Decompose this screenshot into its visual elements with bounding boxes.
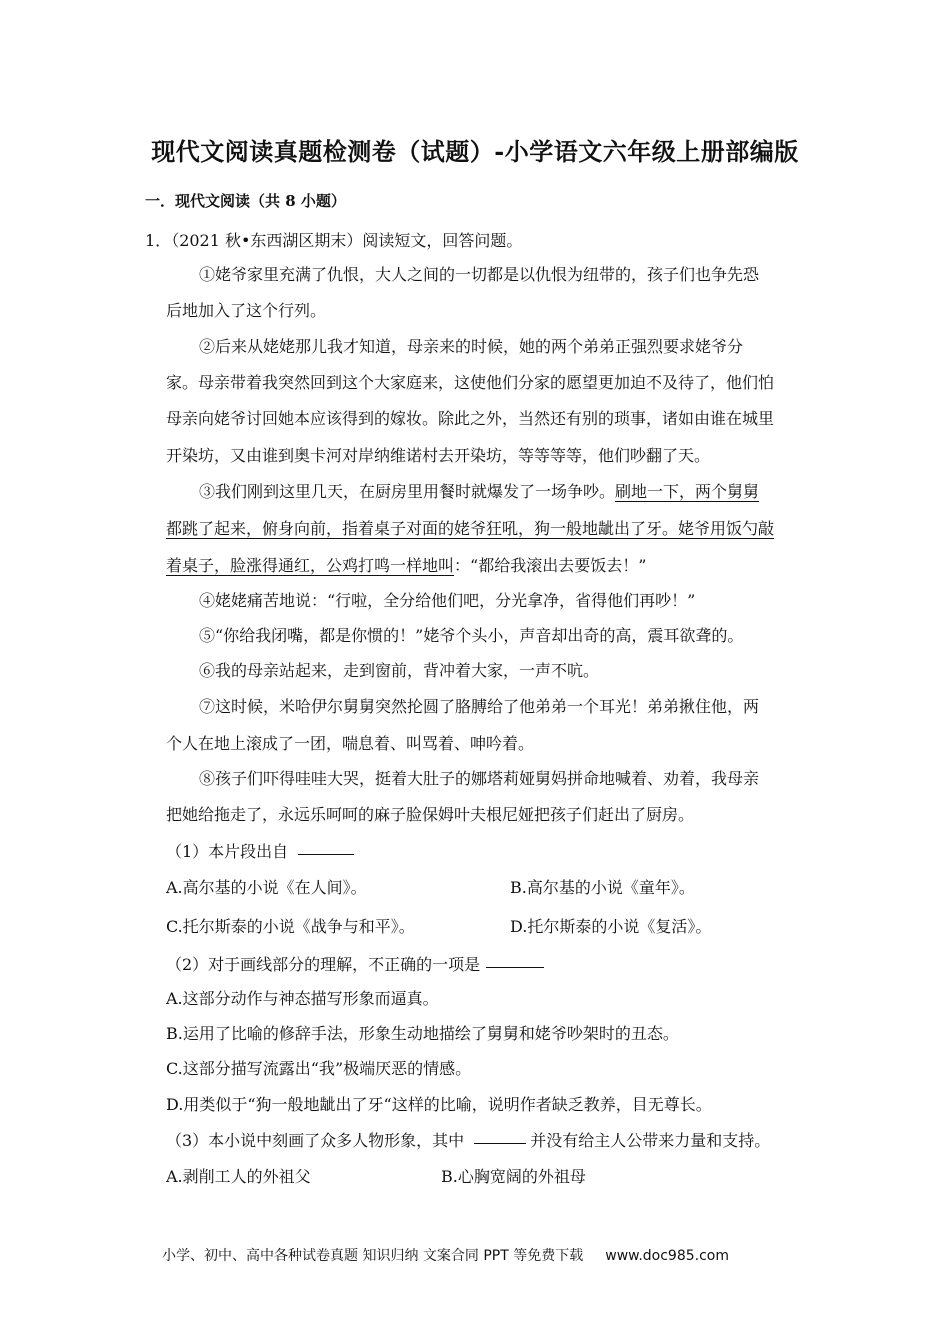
paragraph-3-plain: ③我们刚到这里几天，在厨房里用餐时就爆发了一场争吵。 [199,482,616,501]
option-a: A.这部分动作与神态描写形象而逼真。 [166,989,439,1008]
paragraph-4: ④姥姥痛苦地说：“行啦，全分给他们吧，分光拿净，省得他们再吵！” [199,591,696,610]
section-heading: 一．现代文阅读（共 8 小题） [145,192,346,210]
option-c: C.托尔斯泰的小说《战争与和平》。 [166,917,415,936]
option-a: A.高尔基的小说《在人间》。 [166,878,367,897]
paragraph-1-line-1: ①姥爷家里充满了仇恨，大人之间的一切都是以仇恨为纽带的，孩子们也争先恐 [199,265,760,284]
answer-blank[interactable] [298,853,354,855]
paragraph-3-line-1 [199,479,759,502]
subquestion-3-stem [166,1128,770,1151]
underlined-passage: 都跳了起来，俯身向前，指着桌子对面的姥爷狂吼，狗一般地龇出了牙。姥爷用饭勺敲 [166,519,775,538]
option-b: B.高尔基的小说《童年》。 [510,878,695,897]
option-b: B.运用了比喻的修辞手法，形象生动地描绘了舅舅和姥爷吵架时的丑态。 [166,1024,679,1043]
paragraph-3-quote: ：“都给我滚出去要饭去！” [454,556,647,575]
paragraph-1-line-2: 后地加入了这个行列。 [166,301,327,320]
paragraph-2-line-4: 开染坊，又由谁到奥卡河对岸纳维诺村去开染坊，等等等等，他们吵翻了天。 [166,446,711,465]
paragraph-2-line-1: ②后来从姥姥那儿我才知道，母亲来的时候，她的两个弟弟正强烈要求姥爷分 [199,337,744,356]
page-title: 现代文阅读真题检测卷（试题）-小学语文六年级上册部编版 [151,137,799,166]
option-d: D.用类似于“狗一般地龇出了牙“这样的比喻，说明作者缺乏教养，目无尊长。 [166,1095,712,1114]
subquestion-3-text: （3）本小说中刻画了众多人物形象，其中 [166,1131,465,1150]
subquestion-2-stem [166,952,548,975]
paragraph-8-line-1: ⑧孩子们吓得哇哇大哭，挺着大肚子的娜塔莉娅舅妈拼命地喊着、劝着，我母亲 [199,769,760,788]
underlined-passage: 刷地一下，两个舅舅 [615,482,760,501]
paragraph-7-line-1: ⑦这时候，米哈伊尔舅舅突然抡圆了胳膊给了他弟弟一个耳光！弟弟揪住他，两 [199,697,760,716]
option-b: B.心胸宽阔的外祖母 [441,1167,586,1186]
answer-blank[interactable] [474,1142,526,1144]
footer-link[interactable]: www.doc985.com [605,1248,729,1264]
answer-blank[interactable] [486,966,544,968]
paragraph-2-line-2: 家。母亲带着我突然回到这个大家庭来，这使他们分家的愿望更加迫不及待了，他们怕 [166,373,775,392]
footer-text: 小学、初中、高中各种试卷真题 知识归纳 文案合同 PPT 等免费下载 [162,1248,584,1264]
subquestion-1-text: （1）本片段出自 [166,842,289,861]
paragraph-5: ⑤“你给我闭嘴，都是你惯的！”姥爷个头小，声音却出奇的高，震耳欲聋的。 [199,626,744,645]
question-number: 1． [145,231,172,250]
option-d: D.托尔斯泰的小说《复活》。 [510,917,712,936]
subquestion-1-stem [166,839,358,862]
option-a: A.剥削工人的外祖父 [166,1167,311,1186]
paragraph-3-line-2 [166,516,774,539]
paragraph-3-line-3 [166,553,646,576]
page-footer [162,1245,729,1265]
option-c: C.这部分描写流露出“我”极端厌恶的情感。 [166,1059,472,1078]
subquestion-3-text-end: 并没有给主人公带来力量和支持。 [530,1131,771,1150]
subquestion-2-text: （2）对于画线部分的理解，不正确的一项是 [166,955,481,974]
paragraph-6: ⑥我的母亲站起来，走到窗前，背冲着大家，一声不吭。 [199,661,600,680]
underlined-passage: 着桌子，脸涨得通红，公鸡打鸣一样地叫 [166,556,455,575]
question-source: （2021 秋•东西湖区期末）阅读短文，回答问题。 [171,231,523,250]
paragraph-2-line-3: 母亲向姥爷讨回她本应该得到的嫁妆。除此之外，当然还有别的琐事，诸如由谁在城里 [166,409,775,428]
question-1-intro [145,228,522,251]
paragraph-8-line-2: 把她给拖走了，永远乐呵呵的麻子脸保姆叶夫根尼娅把孩子们赶出了厨房。 [166,805,695,824]
paragraph-7-line-2: 个人在地上滚成了一团，喘息着、叫骂着、呻吟着。 [166,734,535,753]
